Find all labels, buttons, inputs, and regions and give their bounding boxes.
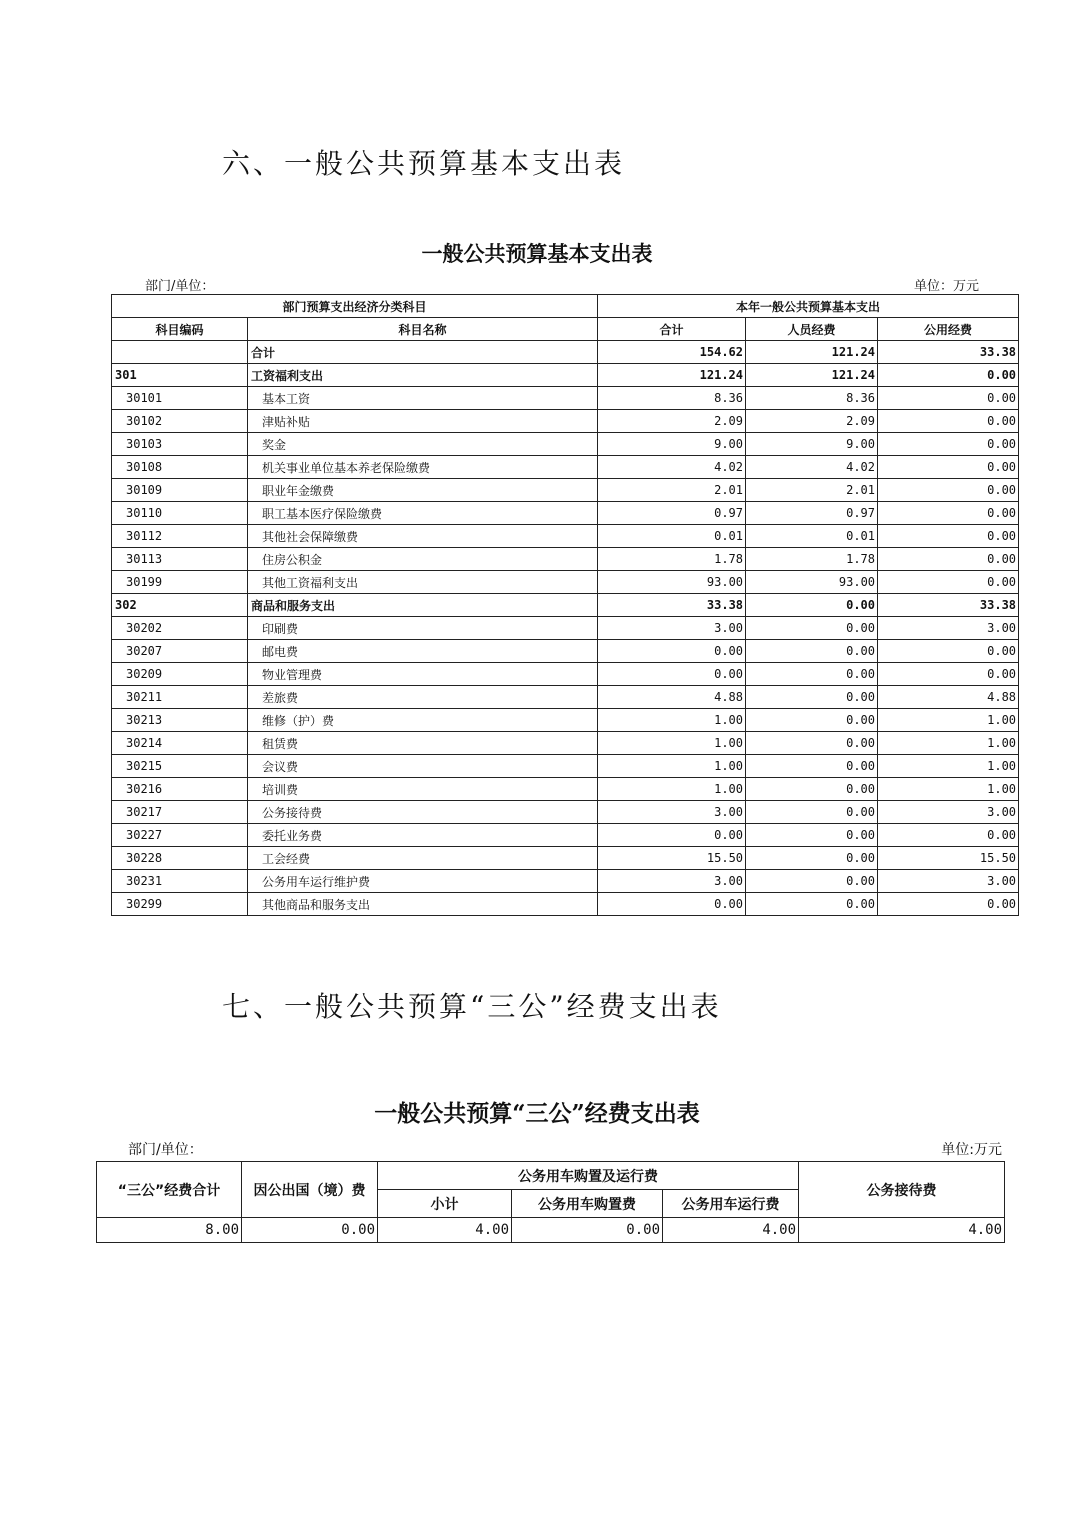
row-name: 差旅费 <box>248 686 598 709</box>
header-vehicle-purchase: 公务用车购置费 <box>512 1190 663 1218</box>
header-personnel: 人员经费 <box>746 318 878 341</box>
row-public: 0.00 <box>878 433 1019 456</box>
row-personnel: 0.00 <box>746 870 878 893</box>
row-name: 邮电费 <box>248 640 598 663</box>
row-total: 1.00 <box>598 755 746 778</box>
table-row <box>112 801 1019 824</box>
row-code: 30207 <box>112 640 248 663</box>
row-total: 93.00 <box>598 571 746 594</box>
three-public-expenditure-table <box>96 1161 1005 1243</box>
row-public: 0.00 <box>878 571 1019 594</box>
row-personnel: 0.00 <box>746 778 878 801</box>
row-public: 0.00 <box>878 502 1019 525</box>
row-name: 职业年金缴费 <box>248 479 598 502</box>
table-row <box>112 640 1019 663</box>
value-vehicle-purchase: 0.00 <box>512 1218 663 1243</box>
row-name: 物业管理费 <box>248 663 598 686</box>
table-row <box>112 387 1019 410</box>
row-total: 121.24 <box>598 364 746 387</box>
row-public: 0.00 <box>878 479 1019 502</box>
row-personnel: 8.36 <box>746 387 878 410</box>
row-personnel: 0.01 <box>746 525 878 548</box>
row-total: 1.78 <box>598 548 746 571</box>
row-total: 3.00 <box>598 617 746 640</box>
row-total: 4.02 <box>598 456 746 479</box>
row-public: 15.50 <box>878 847 1019 870</box>
row-code: 30209 <box>112 663 248 686</box>
basic-expenditure-table <box>111 294 1019 916</box>
row-name: 培训费 <box>248 778 598 801</box>
row-code <box>112 341 248 364</box>
header-vehicle-operation: 公务用车运行费 <box>663 1190 799 1218</box>
row-code: 30231 <box>112 870 248 893</box>
table-row <box>112 778 1019 801</box>
row-name: 机关事业单位基本养老保险缴费 <box>248 456 598 479</box>
row-personnel: 0.00 <box>746 640 878 663</box>
row-name: 职工基本医疗保险缴费 <box>248 502 598 525</box>
row-code: 302 <box>112 594 248 617</box>
row-code: 30213 <box>112 709 248 732</box>
header-basic-expenditure: 本年一般公共预算基本支出 <box>598 295 1019 318</box>
row-total: 1.00 <box>598 732 746 755</box>
row-total: 154.62 <box>598 341 746 364</box>
header-public: 公用经费 <box>878 318 1019 341</box>
row-total: 2.01 <box>598 479 746 502</box>
section-7-heading: 七、一般公共预算“三公”经费支出表 <box>222 990 722 1023</box>
row-public: 33.38 <box>878 594 1019 617</box>
row-personnel: 2.01 <box>746 479 878 502</box>
section-6-heading: 六、一般公共预算基本支出表 <box>222 147 626 180</box>
row-total: 0.01 <box>598 525 746 548</box>
row-total: 9.00 <box>598 433 746 456</box>
row-total: 0.00 <box>598 893 746 916</box>
row-personnel: 0.00 <box>746 732 878 755</box>
header-economic-classification: 部门预算支出经济分类科目 <box>112 295 598 318</box>
row-total: 1.00 <box>598 778 746 801</box>
header-subtotal: 小计 <box>378 1190 512 1218</box>
table-row <box>112 617 1019 640</box>
header-total: 合计 <box>598 318 746 341</box>
row-total: 0.00 <box>598 663 746 686</box>
row-personnel: 0.00 <box>746 847 878 870</box>
row-personnel: 0.00 <box>746 824 878 847</box>
row-name: 维修（护）费 <box>248 709 598 732</box>
row-personnel: 0.00 <box>746 755 878 778</box>
row-public: 1.00 <box>878 732 1019 755</box>
header-abroad: 因公出国（境）费 <box>242 1162 378 1218</box>
row-public: 0.00 <box>878 640 1019 663</box>
row-public: 3.00 <box>878 801 1019 824</box>
basic-expenditure-table-title: 一般公共预算基本支出表 <box>421 241 653 266</box>
table-row <box>112 364 1019 387</box>
table-row <box>112 433 1019 456</box>
row-total: 33.38 <box>598 594 746 617</box>
row-name: 奖金 <box>248 433 598 456</box>
row-name: 工资福利支出 <box>248 364 598 387</box>
table-row <box>112 456 1019 479</box>
row-personnel: 2.09 <box>746 410 878 433</box>
row-personnel: 0.97 <box>746 502 878 525</box>
row-public: 1.00 <box>878 778 1019 801</box>
row-code: 30215 <box>112 755 248 778</box>
header-three-public-total: “三公”经费合计 <box>97 1162 242 1218</box>
row-total: 4.88 <box>598 686 746 709</box>
row-name: 工会经费 <box>248 847 598 870</box>
row-public: 0.00 <box>878 364 1019 387</box>
table-row <box>112 870 1019 893</box>
row-name: 其他社会保障缴费 <box>248 525 598 548</box>
row-code: 30101 <box>112 387 248 410</box>
row-public: 3.00 <box>878 617 1019 640</box>
row-code: 301 <box>112 364 248 387</box>
row-total: 2.09 <box>598 410 746 433</box>
table-row <box>112 525 1019 548</box>
row-personnel: 9.00 <box>746 433 878 456</box>
row-personnel: 0.00 <box>746 801 878 824</box>
table-row <box>112 709 1019 732</box>
row-total: 0.97 <box>598 502 746 525</box>
row-total: 3.00 <box>598 801 746 824</box>
row-personnel: 0.00 <box>746 594 878 617</box>
row-public: 0.00 <box>878 548 1019 571</box>
row-code: 30217 <box>112 801 248 824</box>
row-public: 4.88 <box>878 686 1019 709</box>
table-row <box>112 824 1019 847</box>
table-row <box>112 548 1019 571</box>
dept-label: 部门/单位： <box>145 279 215 294</box>
three-public-table-title: 一般公共预算“三公”经费支出表 <box>374 1100 700 1127</box>
table-row <box>112 502 1019 525</box>
row-public: 33.38 <box>878 341 1019 364</box>
value-abroad: 0.00 <box>242 1218 378 1243</box>
table-row <box>112 847 1019 870</box>
row-public: 0.00 <box>878 410 1019 433</box>
row-personnel: 0.00 <box>746 663 878 686</box>
row-name: 租赁费 <box>248 732 598 755</box>
row-name: 合计 <box>248 341 598 364</box>
row-personnel: 0.00 <box>746 709 878 732</box>
table-row <box>112 732 1019 755</box>
row-personnel: 4.02 <box>746 456 878 479</box>
row-name: 其他工资福利支出 <box>248 571 598 594</box>
row-name: 印刷费 <box>248 617 598 640</box>
row-public: 1.00 <box>878 755 1019 778</box>
row-code: 30211 <box>112 686 248 709</box>
row-personnel: 1.78 <box>746 548 878 571</box>
header-reception: 公务接待费 <box>799 1162 1005 1218</box>
row-personnel: 0.00 <box>746 617 878 640</box>
row-total: 0.00 <box>598 824 746 847</box>
row-code: 30299 <box>112 893 248 916</box>
row-code: 30214 <box>112 732 248 755</box>
row-name: 公务用车运行维护费 <box>248 870 598 893</box>
value-subtotal: 4.00 <box>378 1218 512 1243</box>
row-personnel: 0.00 <box>746 686 878 709</box>
dept-label-2: 部门/单位： <box>128 1142 203 1158</box>
row-public: 1.00 <box>878 709 1019 732</box>
row-code: 30199 <box>112 571 248 594</box>
row-public: 0.00 <box>878 387 1019 410</box>
row-personnel: 121.24 <box>746 341 878 364</box>
table-row <box>112 755 1019 778</box>
row-code: 30108 <box>112 456 248 479</box>
row-code: 30202 <box>112 617 248 640</box>
unit-label: 单位：万元 <box>913 279 979 294</box>
unit-label-2: 单位:万元 <box>941 1142 1002 1158</box>
value-reception: 4.00 <box>799 1218 1005 1243</box>
row-code: 30110 <box>112 502 248 525</box>
row-code: 30113 <box>112 548 248 571</box>
row-name: 其他商品和服务支出 <box>248 893 598 916</box>
value-vehicle-operation: 4.00 <box>663 1218 799 1243</box>
value-three-public-total: 8.00 <box>97 1218 242 1243</box>
table-row <box>112 341 1019 364</box>
header-name: 科目名称 <box>248 318 598 341</box>
table-row <box>112 686 1019 709</box>
row-name: 会议费 <box>248 755 598 778</box>
row-code: 30228 <box>112 847 248 870</box>
row-code: 30109 <box>112 479 248 502</box>
row-name: 商品和服务支出 <box>248 594 598 617</box>
row-personnel: 121.24 <box>746 364 878 387</box>
row-public: 0.00 <box>878 525 1019 548</box>
row-name: 公务接待费 <box>248 801 598 824</box>
row-public: 3.00 <box>878 870 1019 893</box>
table-row <box>112 663 1019 686</box>
row-public: 0.00 <box>878 456 1019 479</box>
row-name: 津贴补贴 <box>248 410 598 433</box>
row-total: 3.00 <box>598 870 746 893</box>
table-row <box>112 410 1019 433</box>
row-name: 委托业务费 <box>248 824 598 847</box>
header-code: 科目编码 <box>112 318 248 341</box>
row-total: 15.50 <box>598 847 746 870</box>
table-row <box>112 571 1019 594</box>
row-code: 30112 <box>112 525 248 548</box>
row-name: 住房公积金 <box>248 548 598 571</box>
table-row <box>112 893 1019 916</box>
row-code: 30227 <box>112 824 248 847</box>
row-total: 8.36 <box>598 387 746 410</box>
table-row <box>112 594 1019 617</box>
row-code: 30103 <box>112 433 248 456</box>
row-public: 0.00 <box>878 663 1019 686</box>
row-personnel: 93.00 <box>746 571 878 594</box>
row-code: 30216 <box>112 778 248 801</box>
table-row <box>112 479 1019 502</box>
row-total: 0.00 <box>598 640 746 663</box>
row-name: 基本工资 <box>248 387 598 410</box>
row-code: 30102 <box>112 410 248 433</box>
row-total: 1.00 <box>598 709 746 732</box>
header-vehicle-group: 公务用车购置及运行费 <box>378 1162 799 1190</box>
row-personnel: 0.00 <box>746 893 878 916</box>
row-public: 0.00 <box>878 824 1019 847</box>
row-public: 0.00 <box>878 893 1019 916</box>
